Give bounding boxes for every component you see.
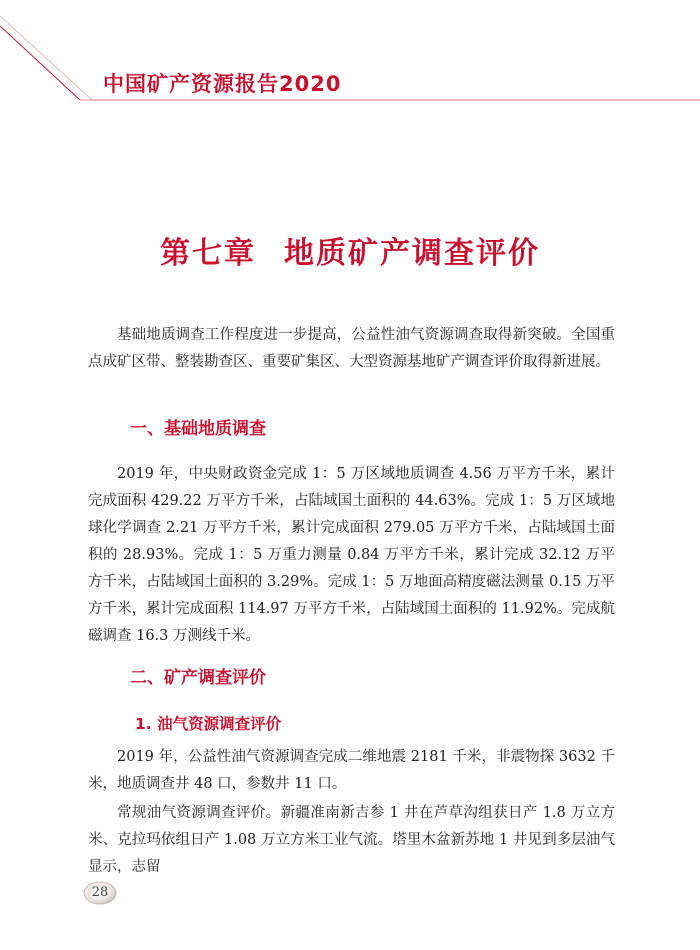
page-number: 28: [91, 885, 109, 900]
chapter-title: [0, 228, 700, 272]
basic-geology-paragraph: 2019 年，中央财政资金完成 1：5 万区域地质调查 4.56 万平方千米，累计完成面积 429.22 万平方千米，占陆域国土面积的 44.63%。完成 1：5 万区域地球化学调查 2.21 万平方千米，累计完成面积 279.05 万平方千米，占陆域国土面积的 28.93%。完成 1：5 万重力测量 0.84 万平方千米，累计完成 32.12 万平方千米，占陆域国土面积的 3.29%。完成 1：5 万地面高精度磁法测量 0.15 万平方千米，累计完成面积 114.97 万平方千米，占陆域国土面积的 11.92%。完成航磁调查 16.3 万测线千米。: [88, 466, 615, 644]
report-title: 中国矿产资源报告2020: [103, 72, 342, 96]
chapter-number: 第七章: [160, 236, 256, 271]
oil-gas-paragraph-1: 2019 年，公益性油气资源调查完成二维地震 2181 千米，非震物探 3632 千米，地质调查井 48 口，参数井 11 口。: [88, 749, 615, 792]
chapter-name: 地质矿产调查评价: [284, 236, 540, 271]
oil-gas-paragraph-2: 常规油气资源调查评价。新疆准南新吉参 1 井在芦草沟组获日产 1.8 万立方米、克拉玛依组日产 1.08 万立方米工业气流。塔里木盆新苏地 1 井见到多层油气显示，志留: [88, 805, 615, 875]
intro-paragraph: 基础地质调查工作程度进一步提高，公益性油气资源调查取得新突破。全国重点成矿区带、整装勘查区、重要矿集区、大型资源基地矿产调查评价取得新进展。: [88, 327, 615, 370]
header-diagonal-line-1: [0, 16, 92, 100]
section-heading-mineral-survey: 二、矿产调查评价: [130, 668, 266, 688]
section-heading-basic-geology: 一、基础地质调查: [130, 419, 266, 439]
subsection-heading-oil-gas: 1. 油气资源调查评价: [135, 715, 282, 733]
header-diagonal-line-2: [0, 26, 80, 100]
